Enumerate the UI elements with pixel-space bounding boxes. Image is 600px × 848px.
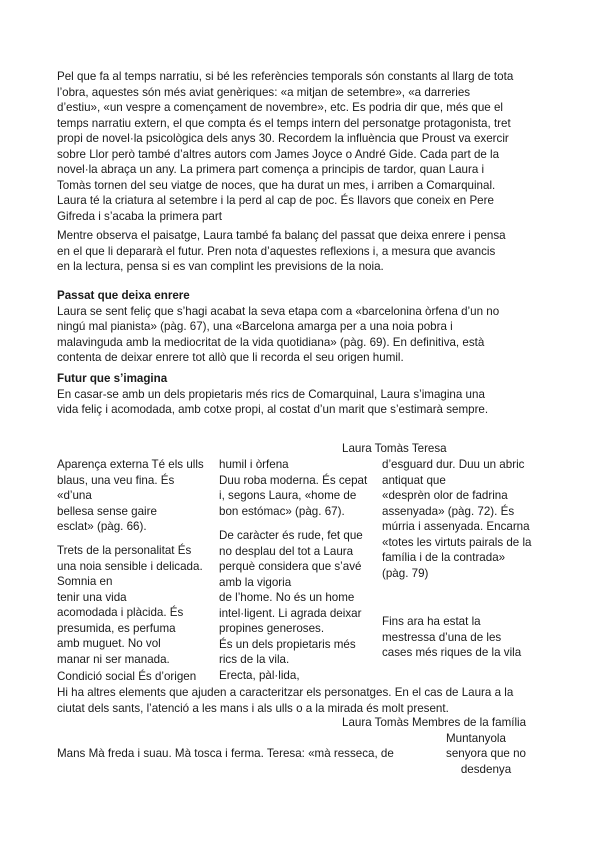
text-line: Hi ha altres elements que ajuden a caracteritzar els personatges. En el cas de Laura a la [57, 686, 514, 699]
text-line: amb muguet. No vol [57, 637, 161, 650]
text-line: manar ni ser manada. [57, 652, 170, 666]
table1-col2-personality [219, 528, 379, 683]
text-line: senyora que no [446, 747, 526, 760]
heading-passat: Passat que deixa enrere [57, 289, 190, 302]
text-line: ningú mal pianista» (pàg. 67), una «Barcelona amarga per a una noia pobra i [57, 320, 453, 333]
text-line: sobre Llor però també d’altres autors com James Joyce o André Gide. Cada part de la [57, 147, 500, 161]
text-line: «desprèn olor de fadrina [382, 489, 508, 502]
text-line: en el que li depararà el futur. Pren nota d’aquestes reflexions i, a mesura que avancis [57, 244, 496, 258]
table1-col1-personality [57, 543, 217, 667]
text-line: contenta de deixar enrere tot allò que li recorda el seu origen humil. [57, 351, 404, 364]
table2-header-cont: Muntanyola [446, 732, 506, 745]
text-line: antiquat que [382, 473, 446, 487]
text-line: intel·ligent. Li agrada deixar [219, 606, 362, 620]
text-line: Laura té la criatura al setembre i la perd al cap de poc. És llavors que coneix en Pere [57, 194, 494, 207]
table1-col1-condition: Condició social És d’origen [57, 670, 197, 683]
text-line: Fins ara ha estat la [382, 615, 481, 628]
table1-col1-appearance [57, 457, 217, 535]
text-line: (pàg. 79) [382, 566, 429, 580]
text-line: amb la vigoria [219, 575, 292, 589]
text-line: mestressa d’una de les [382, 630, 502, 644]
text-line: perquè considera que s’avé [219, 560, 362, 573]
text-line: De caràcter és rude, fet que [219, 529, 363, 542]
text-line: d’estiu», «un vespre a començament de novembre», etc. Es podria dir que, més que el [57, 101, 503, 114]
paragraph-temps-narratiu [57, 69, 547, 224]
text-line: Trets de la personalitat És [57, 544, 192, 557]
table1-col3-appearance [382, 457, 552, 581]
text-line: propi de novel·la psicològica dels anys 30. Recordem la influència que Proust va exercir [57, 132, 509, 145]
text-line: És un dels propietaris més [219, 637, 356, 651]
text-line: no desplau del tot a Laura [219, 544, 354, 558]
text-line: i, segons Laura, «home de [219, 489, 357, 502]
text-line: cases més riques de la vila [382, 646, 522, 659]
text-line: tenir una vida [57, 590, 127, 604]
section-futur [57, 371, 547, 418]
paragraph-paisatge [57, 228, 547, 275]
text-line: «totes les virtuts pairals de la [382, 535, 532, 549]
text-line: temps narratiu extern, el que compta és el temps intern del personatge protagonista, tret [57, 116, 511, 130]
text-line: presumida, es perfuma [57, 621, 176, 635]
text-line: Tomàs tornen del seu viatge de noces, que ha durat un mes, i arriben a Comarquinal. [57, 178, 496, 192]
text-line: novel·la abraça un any. La primera part comença a principis de tardor, quan Laura i [57, 163, 485, 176]
text-line: ciutat dels sants, l’atenció a les mans i als ulls o a la mirada és molt present. [57, 701, 449, 715]
text-line: propines generoses. [219, 622, 325, 635]
text-line: l’obra, aquestes són més aviat genèriques: «a mitjan de setembre», «a darreries [57, 85, 471, 99]
text-line: bellesa sense gaire [57, 504, 157, 518]
text-line: En casar-se amb un dels propietaris més rics de Comarquinal, Laura s’imagina una [57, 387, 485, 401]
text-line: esclat» (pàg. 66). [57, 520, 147, 533]
table1-header: Laura Tomàs Teresa [342, 442, 447, 455]
text-line: humil i òrfena [219, 458, 289, 471]
text-line: Laura se sent feliç que s’hagi acabat la seva etapa com a «barcelonina òrfena d’un no [57, 304, 500, 318]
text-line: malavinguda amb la mediocritat de la vida quotidiana» (pàg. 69). En definitiva, està [57, 335, 485, 349]
text-line: acomodada i plàcida. És [57, 606, 184, 619]
text-line: rics de la vila. [219, 653, 290, 666]
text-line: bon estómac» (pàg. 67). [219, 504, 345, 518]
text-line: d’esguard dur. Duu un abric [382, 458, 525, 471]
heading-futur: Futur que s’imagina [57, 372, 168, 385]
text-line: en la lectura, pensa si es van complint les previsions de la noia. [57, 260, 384, 273]
text-line: Somnia en [57, 575, 113, 588]
text-line: Aparença externa Té els ulls [57, 458, 204, 471]
text-line: una noia sensible i delicada. [57, 559, 203, 573]
table1-col2-appearance [219, 457, 379, 519]
text-line: blaus, una veu fina. És [57, 473, 175, 487]
text-line: assenyada» (pàg. 72). És [382, 504, 515, 518]
text-line: «d’una [57, 489, 92, 502]
text-line: Erecta, pàl·lida, [219, 668, 300, 682]
table2-col3 [416, 746, 556, 777]
table1-col3-condition [382, 614, 552, 661]
paragraph-altres-elements [57, 685, 547, 716]
text-line: desdenya [460, 762, 512, 776]
table2-header: Laura Tomàs Membres de la família [342, 716, 527, 729]
text-line: Gifreda i s’acaba la primera part [57, 209, 222, 223]
text-line: Duu roba moderna. És cepat [219, 473, 368, 487]
text-line: Mentre observa el paisatge, Laura també fa balanç del passat que deixa enrere i pensa [57, 229, 506, 242]
text-line: família i de la contrada» [382, 551, 506, 564]
text-line: múrria i assenyada. Encarna [382, 520, 530, 533]
text-line: vida feliç i acomodada, amb cotxe propi, al costat d’un marit que s’estimarà sempre. [57, 403, 489, 416]
section-passat [57, 288, 547, 366]
text-line: de l’home. No és un home [219, 591, 355, 604]
text-line: Pel que fa al temps narratiu, si bé les referències temporals són constants al llarg de tota [57, 70, 514, 83]
table2-row-mans: Mans Mà freda i suau. Mà tosca i ferma. Teresa: «mà resseca, de [57, 747, 394, 760]
